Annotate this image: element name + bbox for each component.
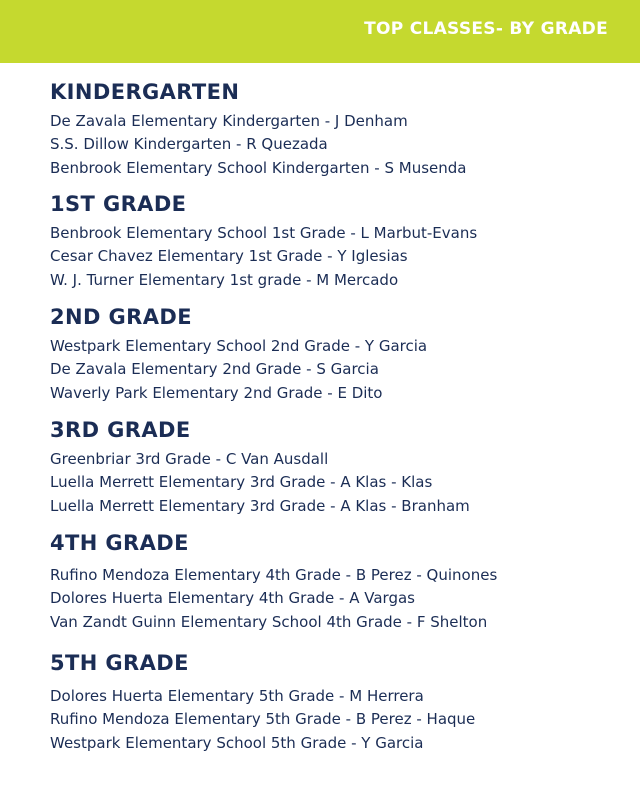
class-item: De Zavala Elementary 2nd Grade - S Garcia bbox=[50, 360, 379, 379]
grade-section-2nd bbox=[50, 305, 427, 405]
grade-heading: 2ND GRADE bbox=[50, 305, 192, 329]
class-list bbox=[50, 110, 466, 180]
class-list bbox=[50, 335, 427, 405]
class-list bbox=[50, 685, 475, 755]
grade-heading: 4TH GRADE bbox=[50, 531, 189, 555]
grade-section-5th bbox=[50, 651, 475, 755]
class-item: Luella Merrett Elementary 3rd Grade - A Klas - Klas bbox=[50, 473, 433, 492]
class-item: Benbrook Elementary School Kindergarten - S Musenda bbox=[50, 158, 467, 177]
class-item: De Zavala Elementary Kindergarten - J Denham bbox=[50, 112, 408, 130]
class-item: Dolores Huerta Elementary 4th Grade - A Vargas bbox=[50, 589, 415, 608]
banner-title: TOP CLASSES- BY GRADE bbox=[364, 19, 608, 39]
class-item: Dolores Huerta Elementary 5th Grade - M Herrera bbox=[50, 687, 424, 705]
class-item: S.S. Dillow Kindergarten - R Quezada bbox=[50, 135, 328, 154]
class-item: Luella Merrett Elementary 3rd Grade - A Klas - Branham bbox=[50, 496, 470, 515]
class-item: Benbrook Elementary School 1st Grade - L Marbut-Evans bbox=[50, 224, 478, 242]
class-item: Rufino Mendoza Elementary 5th Grade - B Perez - Haque bbox=[50, 710, 476, 729]
grade-section-kindergarten bbox=[50, 80, 466, 180]
grade-heading: 5TH GRADE bbox=[50, 651, 189, 675]
class-list bbox=[50, 222, 477, 292]
grade-heading: 3RD GRADE bbox=[50, 418, 191, 442]
class-list bbox=[50, 448, 470, 518]
class-item: Greenbriar 3rd Grade - C Van Ausdall bbox=[50, 450, 329, 468]
grade-heading: KINDERGARTEN bbox=[50, 80, 240, 104]
class-item: Rufino Mendoza Elementary 4th Grade - B Perez - Quinones bbox=[50, 566, 498, 584]
grade-section-1st bbox=[50, 192, 477, 292]
class-item: Van Zandt Guinn Elementary School 4th Grade - F Shelton bbox=[50, 612, 488, 631]
header-banner bbox=[0, 0, 640, 63]
class-item: Westpark Elementary School 5th Grade - Y Garcia bbox=[50, 733, 424, 752]
grade-section-4th bbox=[50, 531, 497, 634]
class-item: Cesar Chavez Elementary 1st Grade - Y Iglesias bbox=[50, 247, 408, 266]
grade-section-3rd bbox=[50, 418, 470, 518]
class-item: Waverly Park Elementary 2nd Grade - E Dito bbox=[50, 383, 383, 402]
class-list bbox=[50, 564, 497, 634]
class-item: Westpark Elementary School 2nd Grade - Y Garcia bbox=[50, 337, 428, 355]
class-item: W. J. Turner Elementary 1st grade - M Mercado bbox=[50, 270, 399, 289]
grade-heading: 1ST GRADE bbox=[50, 192, 187, 216]
